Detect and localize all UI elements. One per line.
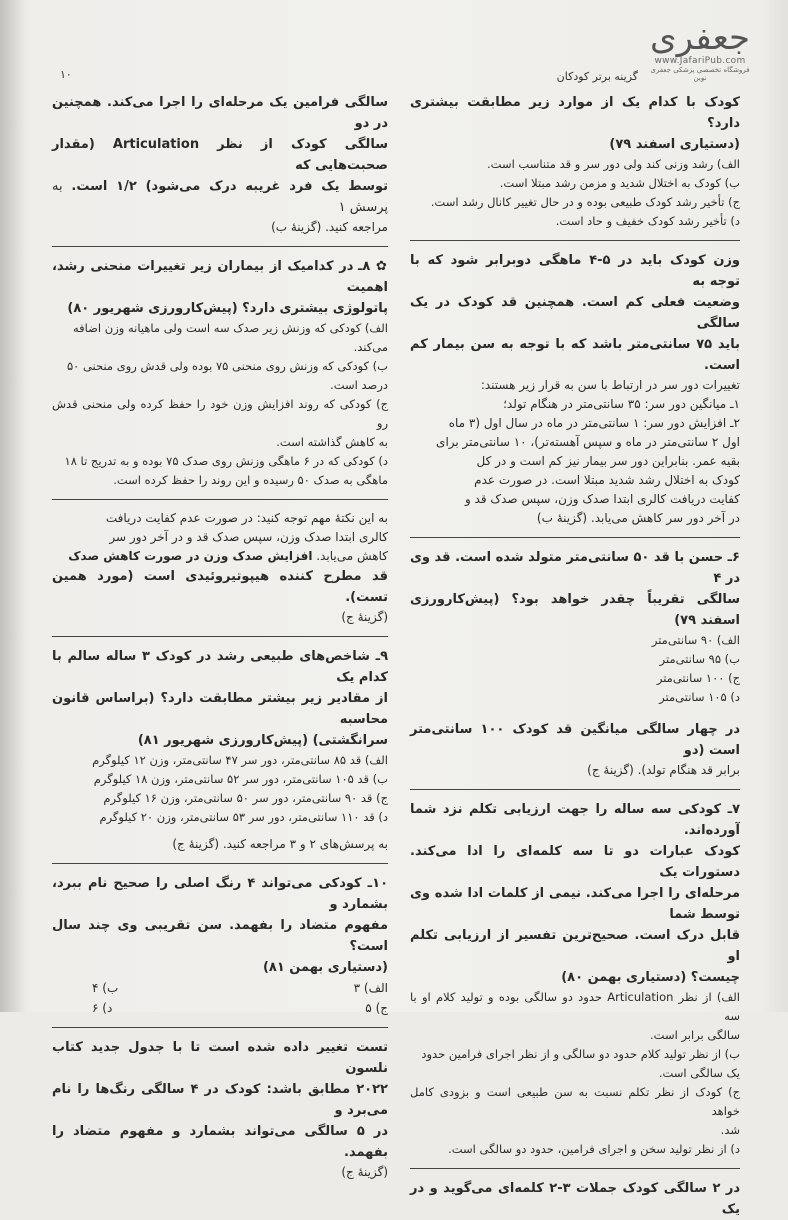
q10-explanation-bold: ۲۰۲۲ مطابق باشد: کودک در ۴ سالگی رنگ‌ها را نام می‌برد و: [52, 1082, 388, 1118]
q10-stem-line: مفهوم متضاد را بفهمد. سن تقریبی وی چند سال است؟: [52, 918, 388, 954]
q10-stem-line: (دستیاری بهمن ۸۱): [262, 960, 388, 975]
q7-explanation-cont: سالگی کودک از نظر Articulation (مقدار صحبت‌هایی که: [52, 137, 388, 173]
q7-stem-line: مرحله‌ای را اجرا می‌کند. نیمی از کلمات ادا شده وی توسط شما: [410, 886, 740, 922]
q8-option: الف) کودکی که وزنش زیر صدک سه است ولی ماهیانه وزن اضافه: [72, 321, 388, 335]
q5-option: د) تأخیر رشد کودک خفیف و حاد است.: [555, 214, 740, 228]
q10-explanation-bold: تست تغییر داده شده است تا با جدول جدید کتاب نلسون: [52, 1040, 388, 1076]
q10-option-a: الف) ۳: [353, 981, 388, 995]
q8-option: د) کودکی که در ۶ ماهگی وزنش روی صدک ۷۵ بوده و به تدریج تا ۱۸: [64, 454, 388, 468]
q6-option: د) ۱۰۵ سانتی‌متر: [659, 690, 740, 704]
q9-option: ج) قد ۹۰ سانتی‌متر، دور سر ۵۰ سانتی‌متر، وزن ۱۶ کیلوگرم: [103, 791, 388, 805]
q5-explanation: بقیه عمر. بنابراین دور سر بیمار نیز کم است و در کل: [476, 454, 740, 468]
q6-answer: برابر قد هنگام تولد). (گزینهٔ ج): [587, 763, 740, 777]
q7-option: الف) از نظر Articulation حدود دو سالگی بوده و تولید کلام او با سه: [410, 990, 740, 1023]
q7-stem-line: ۷ـ کودکی سه ساله را جهت ارزیابی تکلم نزد شما آورده‌اند.: [410, 802, 740, 838]
q8-option: ماهگی به صدک ۵۰ رسیده و این روند را حفظ کرده است.: [113, 473, 388, 487]
q6-option: الف) ۹۰ سانتی‌متر: [651, 633, 740, 647]
q8-explanation-bold: قد مطرح کننده هیپوتیروئیدی است (مورد همین تست).: [52, 569, 388, 605]
q5-explanation-bold: باید ۷۵ سانتی‌متر باشد که با توجه به سن بیمار کم است.: [410, 337, 741, 373]
q9-option: الف) قد ۸۵ سانتی‌متر، دور سر ۴۷ سانتی‌متر، وزن ۱۲ کیلوگرم: [92, 753, 388, 767]
divider: [52, 636, 388, 637]
q5-explanation-bold: وضعیت فعلی کم است. همچنین قد کودک در یک سالگی: [410, 295, 740, 331]
q7-option: د) از نظر تولید سخن و اجرای فرامین، حدود دو سالگی است.: [448, 1142, 740, 1156]
q9-option: ب) قد ۱۰۵ سانتی‌متر، دور سر ۵۲ سانتی‌متر، وزن ۱۸ کیلوگرم: [93, 772, 388, 786]
q8-option: ج) کودکی که روند افزایش وزن خود را حفظ کرده ولی منحنی قدش رو: [52, 397, 388, 430]
right-column: [410, 92, 740, 1220]
q5-explanation-bold: وزن کودک باید در ۵-۴ ماهگی دوبرابر شود که با توجه به: [410, 253, 741, 289]
divider: [410, 537, 740, 538]
q5-option: الف) رشد وزنی کند ولی دور سر و قد متناسب است.: [487, 157, 740, 171]
q9-stem-line: سرانگشتی) (پیش‌کارورزی شهریور ۸۱): [137, 733, 388, 748]
q5-explanation: اول ۲ سانتی‌متر در ماه و سپس آهسته‌تر)، ۱۰ سانتی‌متر برای: [436, 435, 740, 449]
q7-stem-line: چیست؟ (دستیاری بهمن ۸۰): [561, 970, 740, 985]
left-column: [52, 92, 388, 1182]
running-title: گزینه برتر کودکان: [556, 70, 638, 83]
divider: [52, 863, 388, 864]
q9-option: د) قد ۱۱۰ سانتی‌متر، دور سر ۵۳ سانتی‌متر، وزن ۲۰ کیلوگرم: [99, 810, 388, 824]
q7-option: سالگی برابر است.: [650, 1028, 740, 1042]
q10-option-c: ج) ۵: [365, 1001, 388, 1015]
q9-stem-line: ۹ـ شاخص‌های طبیعی رشد در کودک ۳ ساله سالم با کدام یک: [52, 649, 388, 685]
q7-stem-line: کودک عبارات دو تا سه کلمه‌ای را ادا می‌کند. دستورات یک: [410, 844, 740, 880]
q8-option: به کاهش گذاشته است.: [276, 435, 388, 449]
q5-option: ج) تأخیر رشد کودک طبیعی بوده و در حال تغییر کانال رشد است.: [430, 195, 740, 209]
q6-option: ج) ۱۰۰ سانتی‌متر: [656, 671, 740, 685]
q8-explanation: کالری ابتدا صدک وزن، سپس صدک قد و در آخر دور سر: [109, 530, 388, 544]
q10-option-d: د) ۶: [92, 1001, 113, 1015]
logo-mark: جعفری: [650, 18, 750, 58]
q5-explanation: ۱ـ میانگین دور سر: ۳۵ سانتی‌متر در هنگام تولد؛: [503, 397, 740, 411]
divider: [52, 499, 388, 500]
q6-stem-line: ۶ـ حسن با قد ۵۰ سانتی‌متر متولد شده است. قد وی در ۴: [410, 550, 740, 586]
q8-explanation: کاهش می‌یابد. افزایش صدک وزن در صورت کاهش صدک: [68, 549, 388, 563]
q6-option: ب) ۹۵ سانتی‌متر: [659, 652, 740, 666]
q7-explanation-cont: توسط یک فرد غریبه درک می‌شود) ۱/۲ است. به پرسش ۱: [52, 179, 389, 215]
q10-options-row: [52, 998, 388, 1018]
q10-stem-line: ۱۰ـ کودکی می‌تواند ۴ رنگ اصلی را صحیح نام ببرد، بشمارد و: [52, 876, 389, 912]
q8-stem-line: ✿ ۸ـ در کدامیک از بیماران زیر تغییرات منحنی رشد، اهمیت: [52, 259, 388, 295]
q5-option: ب) کودک به اختلال شدید و مزمن رشد مبتلا است.: [499, 176, 740, 190]
q7-option: شد.: [720, 1123, 740, 1137]
q8-answer: (گزینهٔ ج): [341, 610, 388, 624]
q8-option: ب) کودکی که وزنش روی منحنی ۷۵ بوده ولی قدش روی منحنی ۵۰: [66, 359, 388, 373]
q5-explanation: تغییرات دور سر در ارتباط با سن به قرار زیر هستند:: [480, 378, 740, 392]
q6-stem-line: سالگی تقریباً چقدر خواهد بود؟ (پیش‌کارورزی اسفند ۷۹): [410, 592, 740, 628]
q8-option: می‌کند.: [353, 340, 388, 354]
divider: [52, 1027, 388, 1028]
q8-stem-line: پاتولوژی بیشتری دارد؟ (پیش‌کارورزی شهریور ۸۰): [67, 301, 388, 316]
q7-option: یک سالگی است.: [658, 1066, 740, 1080]
q7-answer: مراجعه کنید. (گزینهٔ ب): [271, 220, 388, 234]
q10-options-row: [52, 978, 388, 998]
divider: [52, 246, 388, 247]
q5-explanation: ۲ـ افزایش دور سر: ۱ سانتی‌متر در ماه در سال اول (۳ ماه: [448, 416, 740, 430]
logo-store: فروشگاه تخصصی پزشکی جعفری نوین: [650, 66, 750, 82]
q5-answer: در آخر دور سر کاهش می‌یابد. (گزینهٔ ب): [536, 511, 740, 525]
q8-explanation: به این نکتهٔ مهم توجه کنید: در صورت عدم کفایت دریافت: [105, 511, 388, 525]
q5-explanation: کفایت دریافت کالری ابتدا صدک وزن، سپس صدک قد و: [464, 492, 740, 506]
q5-explanation: کودک به اختلال رشد شدید مبتلا است. در صورت عدم: [474, 473, 740, 487]
publisher-logo: [650, 20, 750, 80]
q7-explanation-cont: سالگی فرامین یک مرحله‌ای را اجرا می‌کند. همچنین در دو: [52, 95, 388, 131]
q9-stem-line: از مقادیر زیر بیشتر مطابقت دارد؟ (براساس قانون محاسبه: [52, 691, 388, 727]
q7-option: ج) کودک از نظر تکلم نسبت به سن طبیعی است و بزودی کامل خواهد: [410, 1085, 740, 1118]
divider: [410, 240, 740, 241]
q10-answer: (گزینهٔ ج): [341, 1165, 388, 1179]
q7-option: ب) از نظر تولید کلام حدود دو سالگی و از نظر اجرای فرامین حدود: [421, 1047, 740, 1061]
divider: [410, 789, 740, 790]
q7-stem-line: قابل درک است. صحیح‌ترین تفسیر از ارزیابی تکلم او: [410, 928, 740, 964]
q10-explanation-bold: در ۵ سالگی می‌تواند بشمارد و مفهوم متضاد را بفهمد.: [52, 1124, 388, 1160]
q5-stem-line: کودک با کدام یک از موارد زیر مطابقت بیشتری دارد؟: [410, 95, 740, 131]
q6-explanation-bold: در چهار سالگی میانگین قد کودک ۱۰۰ سانتی‌متر است (دو: [410, 722, 740, 758]
q9-explanation: به پرسش‌های ۲ و ۳ مراجعه کنید. (گزینهٔ ج): [172, 837, 388, 851]
q8-option: درصد است.: [330, 378, 388, 392]
q7-explanation-bold: در ۲ سالگی کودک جملات ۳-۲ کلمه‌ای می‌گوید و در یک: [410, 1181, 741, 1217]
page-gutter-shadow: [0, 0, 26, 1012]
divider: [410, 1168, 740, 1169]
page-number: ۱۰: [60, 68, 72, 81]
logo-url: www.JafariPub.com: [654, 56, 746, 66]
q10-option-b: ب) ۴: [92, 981, 119, 995]
q5-source: (دستیاری اسفند ۷۹): [609, 137, 740, 152]
